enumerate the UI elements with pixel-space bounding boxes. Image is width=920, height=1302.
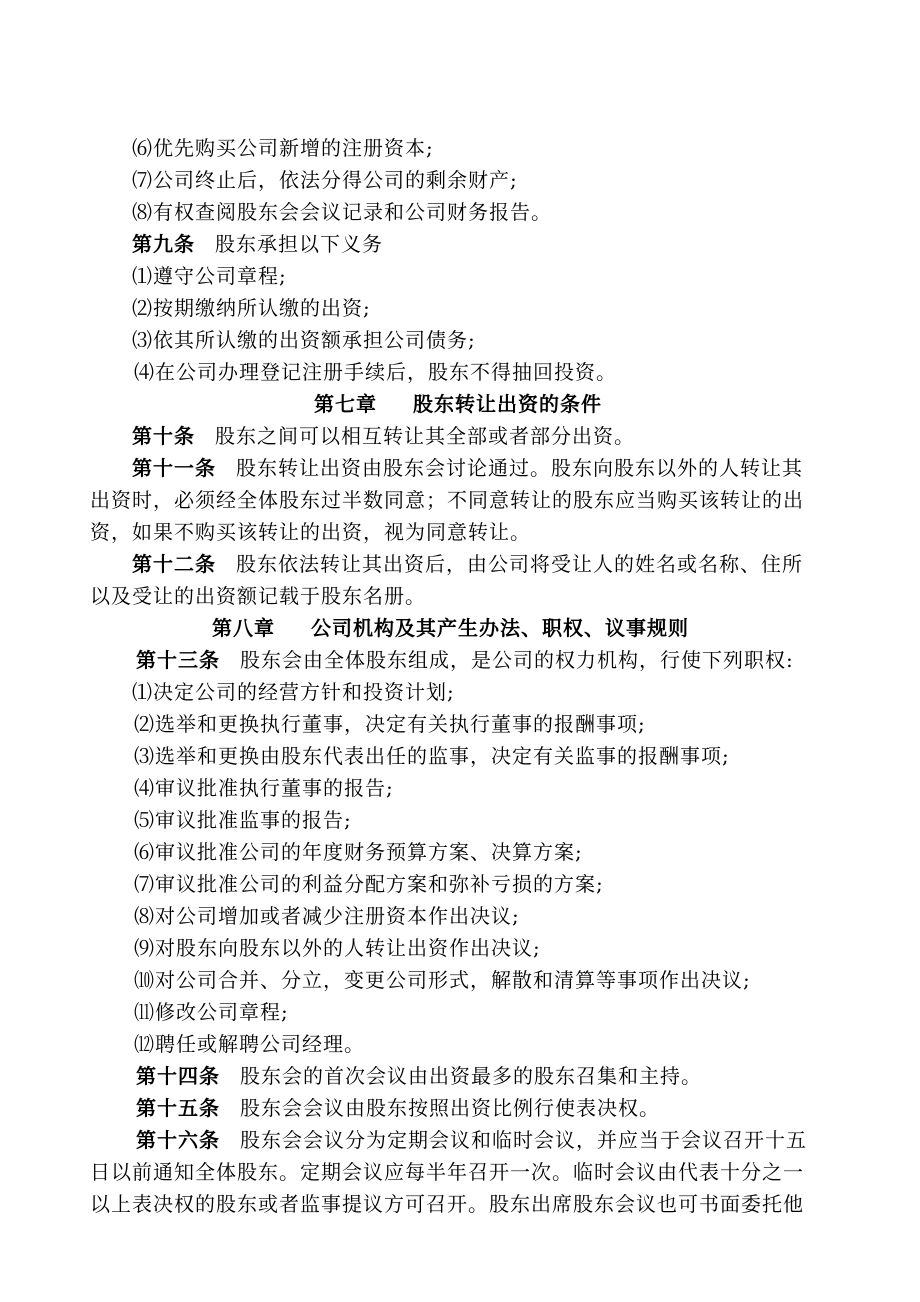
power-item-1: ⑴决定公司的经营方针和投资计划; xyxy=(132,680,455,704)
article-11-text-1: 股东转让出资由股东会讨论通过。股东向股东以外的人转让其 xyxy=(236,456,803,480)
duty-item-4: ⑷在公司办理登记注册手续后，股东不得抽回投资。 xyxy=(134,360,617,384)
article-9-label: 第九条 xyxy=(132,232,195,256)
chapter-7-label: 第七章 xyxy=(314,392,377,416)
article-16-text-1: 股东会会议分为定期会议和临时会议，并应当于会议召开十五 xyxy=(240,1128,807,1152)
duty-item-2: ⑵按期缴纳所认缴的出资; xyxy=(132,296,371,320)
article-15 xyxy=(136,1092,660,1124)
article-14 xyxy=(136,1060,702,1092)
article-16-line-2: 日以前通知全体股东。定期会议应每半年召开一次。临时会议由代表十分之一 xyxy=(90,1160,804,1184)
article-13-text: 股东会由全体股东组成，是公司的权力机构，行使下列职权: xyxy=(240,648,794,672)
article-15-text: 股东会会议由股东按照出资比例行使表决权。 xyxy=(240,1096,660,1120)
article-9-text: 股东承担以下义务 xyxy=(215,232,383,256)
power-item-8: ⑻对公司增加或者减少注册资本作出决议; xyxy=(134,904,520,928)
article-12-text-1: 股东依法转让其出资后，由公司将受让人的姓名或名称、住所 xyxy=(236,552,803,576)
article-10 xyxy=(132,420,635,452)
right-item-8: ⑻有权查阅股东会会议记录和公司财务报告。 xyxy=(132,200,552,224)
power-item-5: ⑸审议批准监事的报告; xyxy=(134,808,352,832)
chapter-8-title: 公司机构及其产生办法、职权、议事规则 xyxy=(311,616,689,640)
article-13 xyxy=(136,644,794,676)
article-11-line-2: 出资时，必须经全体股东过半数同意；不同意转让的股东应当购买该转让的出 xyxy=(90,488,804,512)
right-item-7: ⑺公司终止后，依法分得公司的剩余财产; xyxy=(132,168,518,192)
article-16-line-3: 以上表决权的股东或者监事提议方可召开。股东出席股东会议也可书面委托他 xyxy=(90,1192,804,1216)
article-14-text: 股东会的首次会议由出资最多的股东召集和主持。 xyxy=(240,1064,702,1088)
article-12-line-1 xyxy=(132,548,803,580)
article-16-line-1 xyxy=(136,1124,807,1156)
duty-item-3: ⑶依其所认缴的出资额承担公司债务; xyxy=(132,328,476,352)
right-item-6: ⑹优先购买公司新增的注册资本; xyxy=(132,136,434,160)
article-11-label: 第十一条 xyxy=(132,456,216,480)
article-12-line-2: 以及受让的出资额记载于股东名册。 xyxy=(90,584,426,608)
article-10-text: 股东之间可以相互转让其全部或者部分出资。 xyxy=(215,424,635,448)
chapter-7-heading xyxy=(314,388,602,420)
article-16-label: 第十六条 xyxy=(136,1128,220,1152)
chapter-7-title: 股东转让出资的条件 xyxy=(413,392,602,416)
chapter-8-heading xyxy=(212,612,689,644)
power-item-10: ⑽对公司合并、分立，变更公司形式，解散和清算等事项作出决议; xyxy=(134,968,751,992)
duty-item-1: ⑴遵守公司章程; xyxy=(132,264,287,288)
article-10-label: 第十条 xyxy=(132,424,195,448)
power-item-2: ⑵选举和更换执行董事，决定有关执行董事的报酬事项; xyxy=(134,712,646,736)
power-item-3: ⑶选举和更换由股东代表出任的监事，决定有关监事的报酬事项; xyxy=(134,744,730,768)
power-item-7: ⑺审议批准公司的利益分配方案和弥补亏损的方案; xyxy=(134,872,604,896)
power-item-4: ⑷审议批准执行董事的报告; xyxy=(134,776,394,800)
article-11-line-3: 资，如果不购买该转让的出资，视为同意转让。 xyxy=(90,520,531,544)
article-14-label: 第十四条 xyxy=(136,1064,220,1088)
article-13-label: 第十三条 xyxy=(136,648,220,672)
power-item-9: ⑼对股东向股东以外的人转让出资作出决议; xyxy=(134,936,541,960)
article-15-label: 第十五条 xyxy=(136,1096,220,1120)
power-item-12: ⑿聘任或解聘公司经理。 xyxy=(134,1032,365,1056)
article-11-line-1 xyxy=(132,452,803,484)
article-12-label: 第十二条 xyxy=(132,552,216,576)
article-9 xyxy=(132,228,383,260)
chapter-8-label: 第八章 xyxy=(212,616,275,640)
power-item-6: ⑹审议批准公司的年度财务预算方案、决算方案; xyxy=(134,840,583,864)
power-item-11: ⑾修改公司章程; xyxy=(134,1000,289,1024)
